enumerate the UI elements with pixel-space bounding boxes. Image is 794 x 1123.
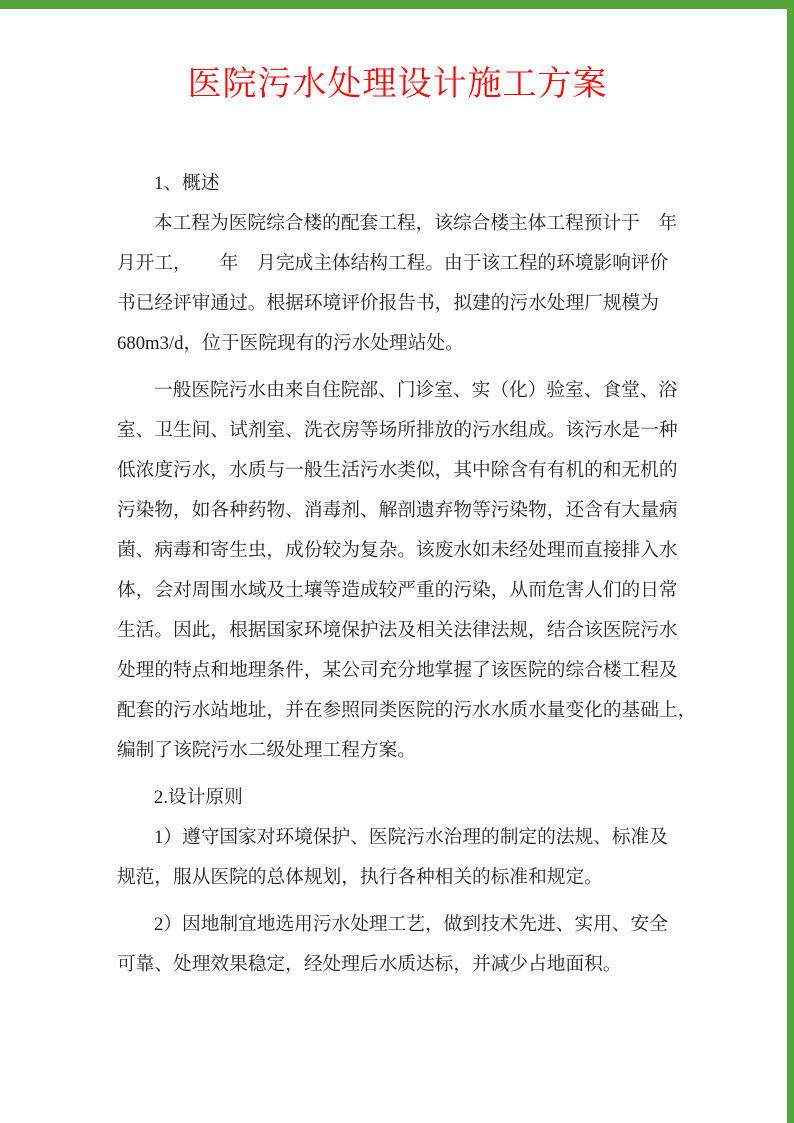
text-line: 书已经评审通过。根据环境评价报告书，拟建的污水处理厂规模为 (117, 293, 659, 314)
text-line: 配套的污水站地址，并在参照同类医院的污水水质水量变化的基础上， (117, 700, 697, 721)
text-line: 月开工， 年 月完成主体结构工程。由于该工程的环境影响评价 (117, 253, 669, 274)
text-line: 低浓度污水，水质与一般生活污水类似，其中除含有有机的和无机的 (117, 460, 678, 481)
text-line: 体，会对周围水域及土壤等造成较严重的污染，从而危害人们的日常 (117, 580, 678, 601)
page-title: 医院污水处理设计施工方案 (187, 66, 608, 103)
text-line: 1、概述 (154, 173, 220, 194)
text-line: 生活。因此，根据国家环境保护法及相关法律法规，结合该医院污水 (117, 620, 678, 641)
text-line: 2.设计原则 (154, 787, 243, 808)
text-line: 本工程为医院综合楼的配套工程，该综合楼主体工程预计于 年 (154, 213, 678, 234)
text-line: 可靠、处理效果稳定，经处理后水质达标，并减少占地面积。 (117, 954, 622, 975)
text-line: 一般医院污水由来自住院部、门诊室、实（化）验室、食堂、浴 (154, 380, 678, 401)
text-line: 1）遵守国家对环境保护、医院污水治理的制定的法规、标准及 (154, 827, 668, 848)
text-line: 处理的特点和地理条件，某公司充分地掌握了该医院的综合楼工程及 (117, 660, 678, 681)
text-line: 规范，服从医院的总体规划，执行各种相关的标准和规定。 (117, 867, 603, 888)
text-line: 680m3/d，位于医院现有的污水处理站处。 (117, 333, 464, 354)
text-line: 2）因地制宜地选用污水处理工艺，做到技术先进、实用、安全 (154, 914, 668, 935)
text-line: 编制了该院污水二级处理工程方案。 (117, 740, 416, 761)
text-line: 室、卫生间、试剂室、洗衣房等场所排放的污水组成。该污水是一种 (117, 420, 678, 441)
document-body (117, 164, 697, 985)
text-line: 菌、病毒和寄生虫，成份较为复杂。该废水如未经处理而直接排入水 (117, 540, 678, 561)
text-line: 污染物，如各种药物、消毒剂、解剖遗弃物等污染物，还含有大量病 (117, 500, 678, 521)
